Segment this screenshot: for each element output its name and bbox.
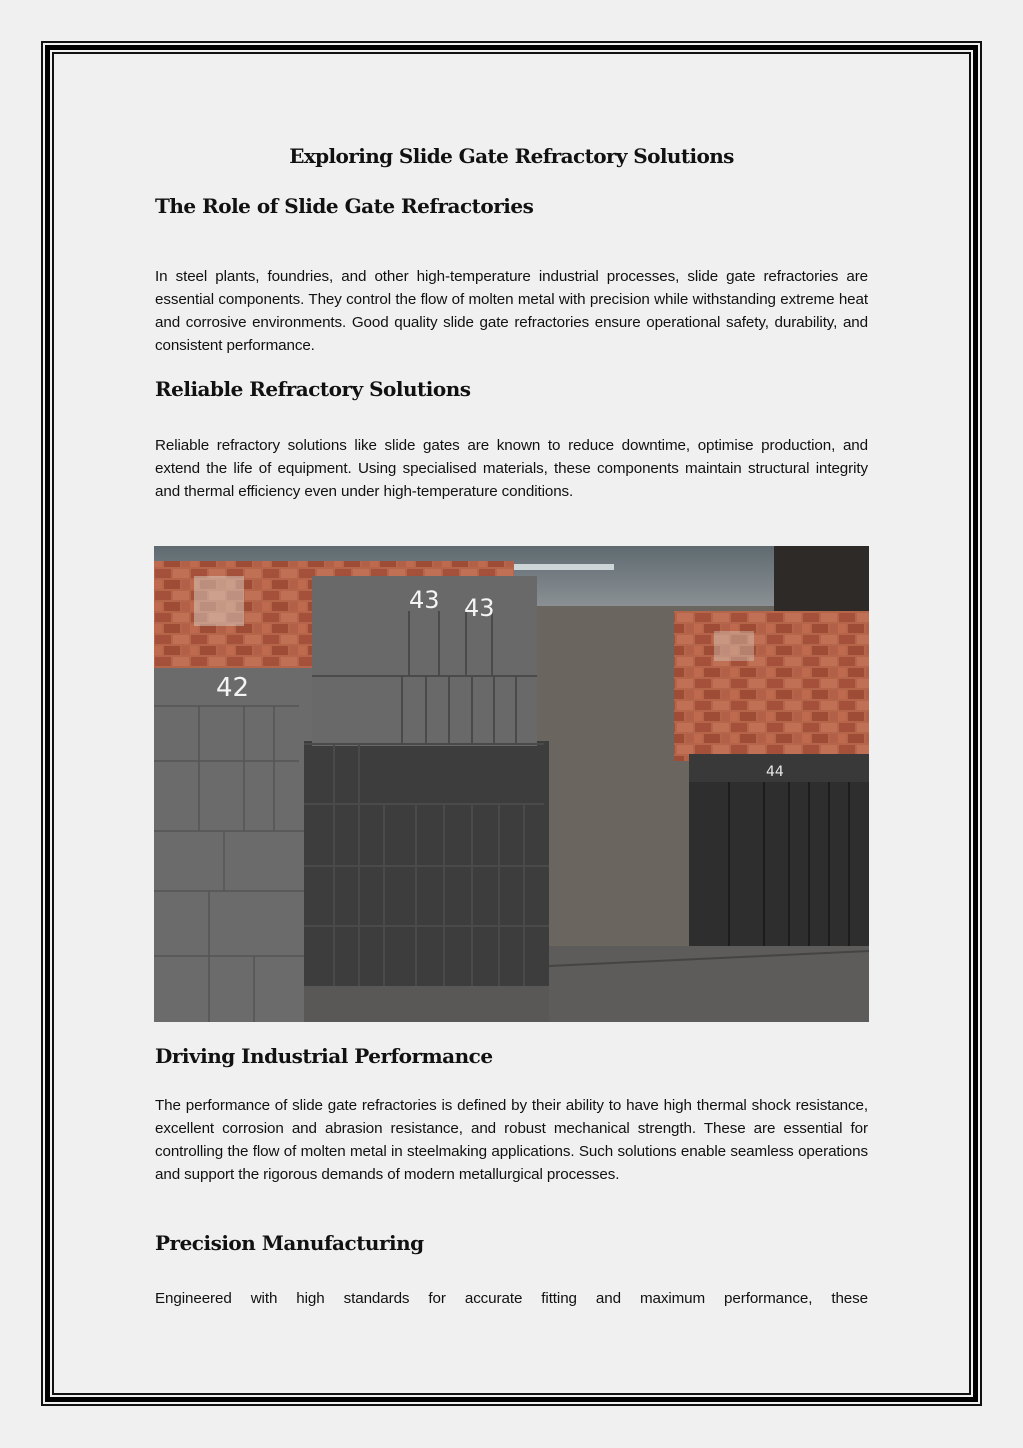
section-heading-performance: Driving Industrial Performance: [155, 1044, 493, 1068]
section-heading-role: The Role of Slide Gate Refractories: [155, 194, 534, 218]
brick-stack-42: [154, 668, 314, 1022]
section-heading-precision: Precision Manufacturing: [155, 1231, 424, 1255]
refractory-bricks-photo: [154, 546, 869, 1022]
section-body-precision: Engineered with high standards for accurate fitting and maximum performance, these: [155, 1290, 868, 1307]
section-heading-reliable: Reliable Refractory Solutions: [155, 377, 471, 401]
stack-label-43a: 43: [409, 586, 440, 614]
section-body-reliable: Reliable refractory solutions like slide gates are known to reduce downtime, optimise production, and extend the life of equipment. Using specialised materials, these components maintain structural integrity and thermal efficiency even under high-temperature conditions.: [155, 437, 868, 500]
photo-illustration: [154, 546, 869, 1022]
stack-label-42: 42: [216, 673, 250, 703]
section-body-performance: The performance of slide gate refractories is defined by their ability to have high thermal shock resistance, excellent corrosion and abrasion resistance, and robust mechanical strength. These are essential for controlling the flow of molten metal in steelmaking applications. Such solutions enable seamless operations and support the rigorous demands of modern metallurgical processes.: [155, 1097, 868, 1183]
stack-label-44: 44: [766, 764, 784, 780]
section-body-role: In steel plants, foundries, and other high-temperature industrial processes, slide gate refractories are essential components. They control the flow of molten metal with precision while withstanding extreme heat and corrosive environments. Good quality slide gate refractories ensure operational safety, durability, and consistent performance.: [155, 268, 868, 354]
brick-wall-right: [674, 611, 869, 761]
document-title: Exploring Slide Gate Refractory Solutions: [289, 144, 734, 168]
brick-stack-44: [689, 754, 869, 949]
stack-label-43b: 43: [464, 594, 495, 622]
